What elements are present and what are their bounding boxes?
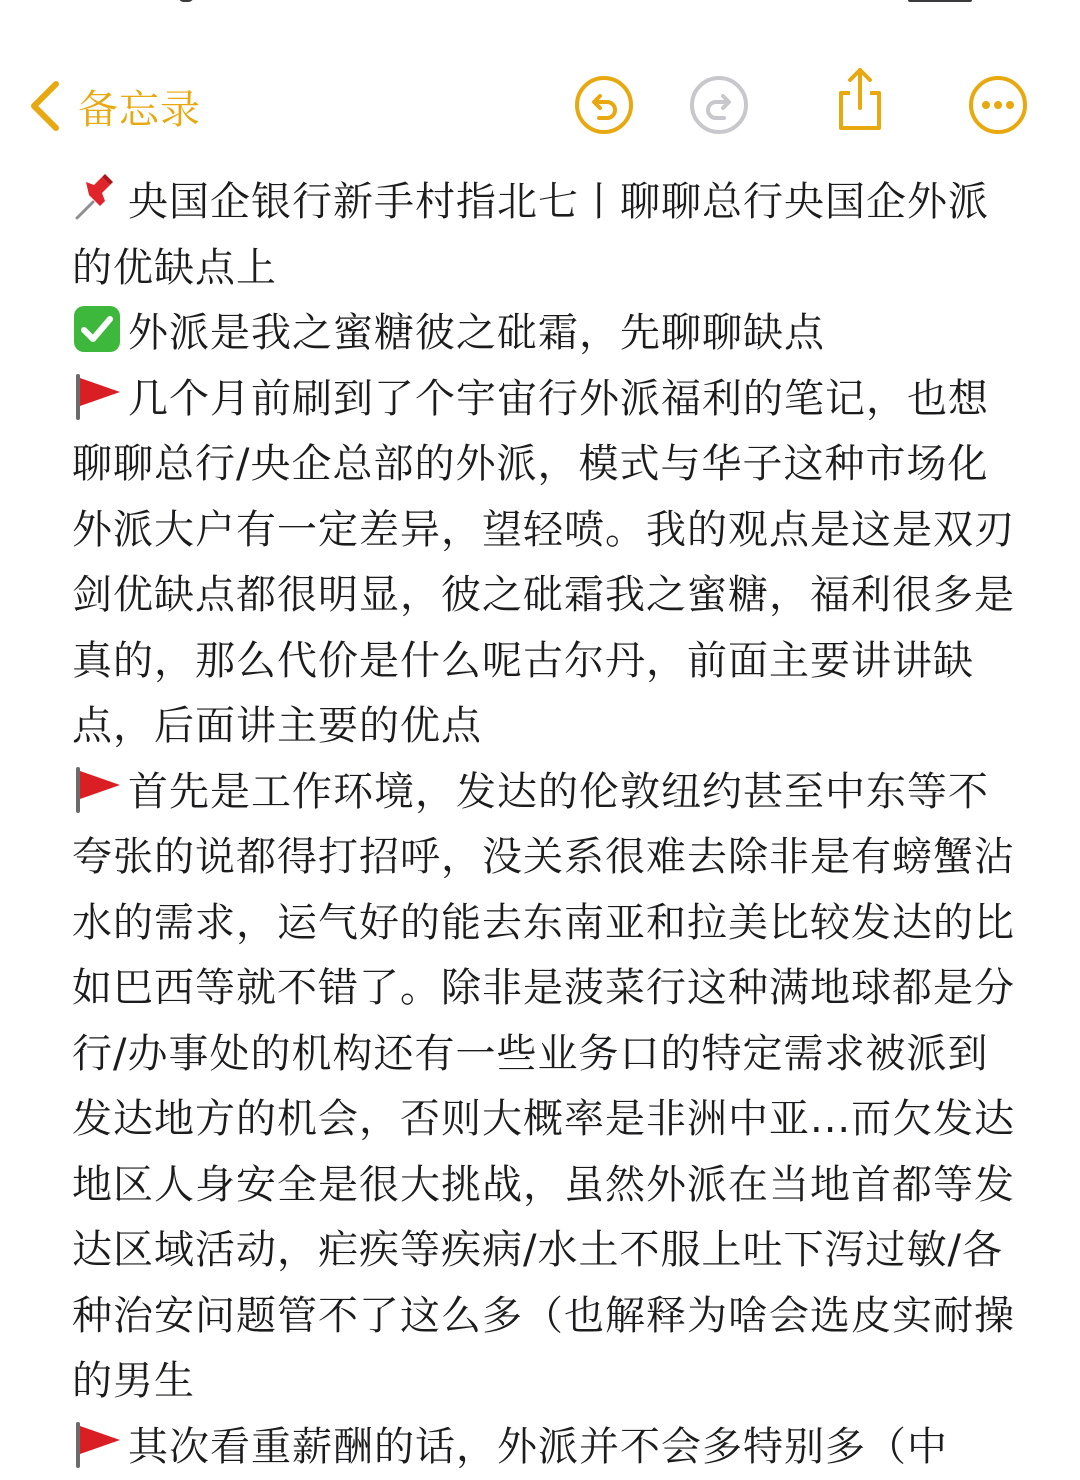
undo-button[interactable] (571, 72, 637, 138)
red-flag-icon (72, 1418, 122, 1468)
undo-icon (571, 72, 637, 138)
note-body[interactable] (72, 170, 1016, 1480)
note-title-line (72, 170, 1016, 301)
redo-button[interactable] (686, 72, 752, 138)
note-paragraph-text: 首先是工作环境，发达的伦敦纽约甚至中东等不夸张的说都得打招呼，没关系很难去除非是有螃蟹沾水的需求，运气好的能去东南亚和拉美比较发达的比如巴西等就不错了。除非是菠菜行这种满地球都是分行/办事处的机构还有一些业务口的特定需求被派到发达地方的机会，否则大概率是非洲中亚...而欠发达地区人身安全是很大挑战，虽然外派在当地首都等发达区域活动，疟疾等疾病/水土不服上吐下泻过敏/各种治安问题管不了这么多（也解释为啥会选皮实耐操的男生 (72, 769, 1015, 1405)
note-paragraph (72, 760, 1016, 1415)
share-icon (827, 66, 893, 132)
note-paragraph-text: 其次看重薪酬的话，外派并不会多特别多（中 (128, 1424, 948, 1470)
red-flag-icon (72, 370, 122, 420)
status-indicator (178, 0, 194, 2)
redo-icon (686, 72, 752, 138)
more-icon (965, 72, 1031, 138)
share-button[interactable] (827, 66, 893, 132)
navigation-bar (0, 60, 1080, 150)
note-paragraph-text: 外派是我之蜜糖彼之砒霜，先聊聊缺点 (128, 310, 825, 356)
back-label: 备忘录 (78, 78, 201, 135)
red-flag-icon (72, 763, 122, 813)
check-mark-icon (72, 304, 122, 354)
pushpin-icon (72, 173, 122, 223)
back-button[interactable] (24, 66, 201, 146)
note-paragraph-text: 央国企银行新手村指北七丨聊聊总行央国企外派的优缺点上 (72, 179, 989, 291)
note-subtitle-line (72, 301, 1016, 367)
status-bar (0, 0, 1080, 6)
note-paragraph-text: 几个月前刷到了个宇宙行外派福利的笔记，也想聊聊总行/央企总部的外派，模式与华子这种市场化外派大户有一定差异，望轻喷。我的观点是这是双刃剑优缺点都很明显，彼之砒霜我之蜜糖，福利很多是真的，那么代价是什么呢古尔丹，前面主要讲讲缺点，后面讲主要的优点 (72, 376, 1015, 750)
chevron-left-icon (24, 76, 68, 136)
note-paragraph (72, 367, 1016, 760)
status-indicator-bar (908, 0, 972, 2)
note-paragraph (72, 1415, 1016, 1480)
more-button[interactable] (965, 72, 1031, 138)
